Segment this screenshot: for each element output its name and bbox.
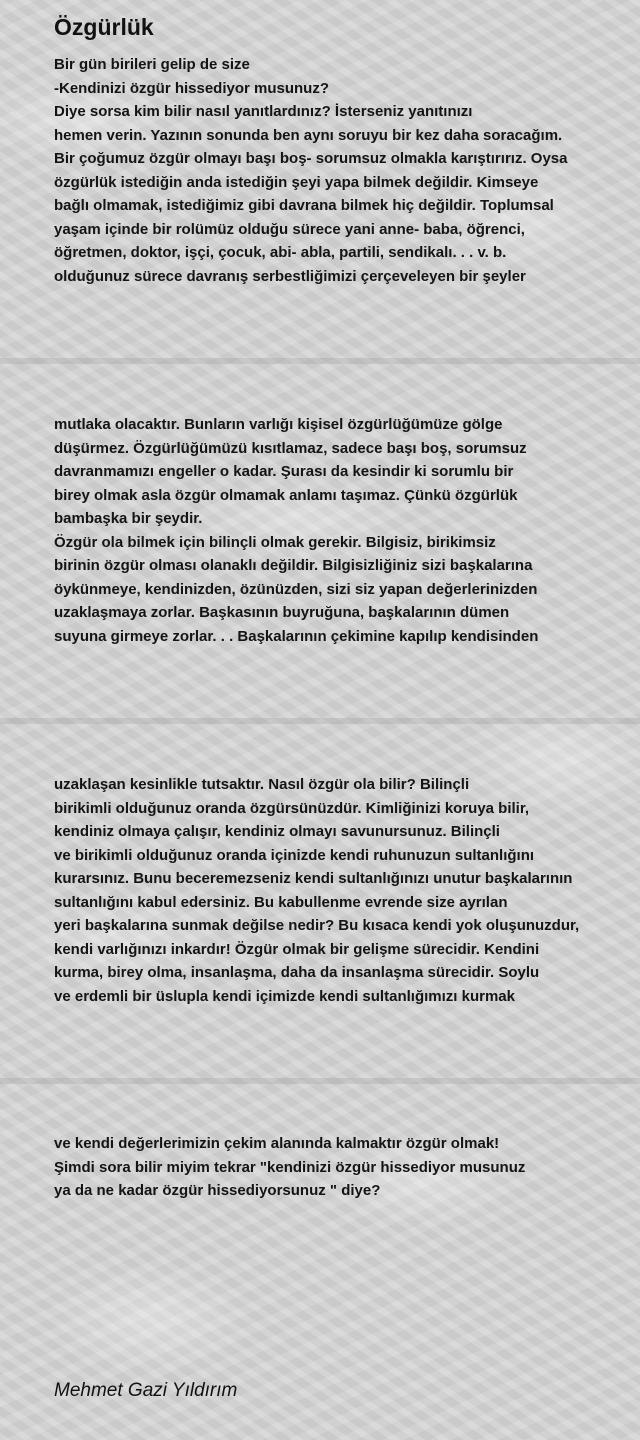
text-line: özgürlük istediğin anda istediğin şeyi yapa bilmek değildir. Kimseye (54, 173, 539, 191)
text-line: bambaşka bir şeydir. (54, 510, 203, 527)
text-line: uzaklaşan kesinlikle tutsaktır. Nasıl özgür ola bilir? Bilinçli (54, 776, 470, 793)
poem-title: Özgürlük (54, 14, 154, 40)
text-line: sultanlığını kabul edersiniz. Bu kabullenme evrende size ayrılan (54, 893, 508, 911)
text-block-4 (54, 1132, 630, 1203)
text-line: bağlı olmamak, istediğimiz gibi davrana bilmek hiç değildir. Toplumsal (54, 197, 554, 214)
text-line: Diye sorsa kim bilir nasıl yanıtlardınız? İsterseniz yanıtınızı (54, 103, 473, 120)
page-divider-2 (0, 718, 640, 724)
text-line: hemen verin. Yazının sonunda ben aynı soruyu bir kez daha soracağım. (54, 126, 563, 144)
text-line: -Kendinizi özgür hissediyor musunuz? (54, 79, 330, 97)
text-line: uzaklaşmaya zorlar. Başkasının buyruğuna, başkalarının dümen (54, 604, 510, 621)
text-line: Bir çoğumuz özgür olmayı başı boş- sorumsuz olmakla karıştırırız. Oysa (54, 150, 568, 167)
author-name: Mehmet Gazi Yıldırım (54, 1380, 238, 1401)
text-line: ve erdemli bir üslupla kendi içimizde kendi sultanlığımızı kurmak (54, 987, 515, 1005)
text-line: Şimdi sora bilir miyim tekrar "kendinizi özgür hissediyor musunuz (54, 1158, 526, 1176)
text-line: öğretmen, doktor, işçi, çocuk, abi- abla, partili, sendikalı. . . v. b. (54, 244, 507, 261)
text-line: kendi varlığınızı inkardır! Özgür olmak bir gelişme sürecidir. Kendini (54, 940, 540, 958)
text-line: birinin özgür olması olanaklı değildir. Bilgisizliğiniz sizi başkalarına (54, 557, 533, 574)
text-block-1 (54, 53, 630, 288)
text-line: yeri başkalarına sunmak değilse nedir? Bu kısaca kendi yok oluşunuzdur, (54, 917, 580, 934)
text-line: ya da ne kadar özgür hissediyorsunuz " diye? (54, 1182, 381, 1199)
text-line: suyuna girmeye zorlar. . . Başkalarının çekimine kapılıp kendisinden (54, 627, 539, 645)
page-divider-3 (0, 1078, 640, 1084)
text-line: davranmamızı engeller o kadar. Şurası da kesindir ki sorumlu bir (54, 463, 514, 480)
text-line: Bir gün birileri gelip de size (54, 56, 250, 73)
text-line: birikimli olduğunuz oranda özgürsünüzdür. Kimliğinizi koruya bilir, (54, 799, 530, 817)
text-line: kurarsınız. Bunu beceremezseniz kendi sultanlığınızı unutur başkalarının (54, 870, 573, 887)
text-line: mutlaka olacaktır. Bunların varlığı kişisel özgürlüğümüze gölge (54, 416, 503, 433)
text-line: birey olmak asla özgür olmamak anlamı taşımaz. Çünkü özgürlük (54, 486, 518, 504)
text-line: yaşam içinde bir rolümüz olduğu sürece yani anne- baba, öğrenci, (54, 220, 525, 238)
text-line: kendiniz olmaya çalışır, kendiniz olmayı savunursunuz. Bilinçli (54, 823, 500, 840)
text-line: ve kendi değerlerimizin çekim alanında kalmaktır özgür olmak! (54, 1135, 500, 1152)
text-block-2 (54, 413, 630, 648)
text-block-3 (54, 773, 630, 1008)
text-line: Özgür ola bilmek için bilinçli olmak gerekir. Bilgisiz, birikimsiz (54, 533, 496, 551)
page-divider-1 (0, 358, 640, 364)
text-line: olduğunuz sürece davranış serbestliğimizi çerçeveleyen bir şeyler (54, 267, 526, 285)
text-line: kurma, birey olma, insanlaşma, daha da insanlaşma sürecidir. Soylu (54, 964, 540, 981)
text-line: düşürmez. Özgürlüğümüzü kısıtlamaz, sadece başı boş, sorumsuz (54, 439, 527, 457)
text-line: ve birikimli olduğunuz oranda içinizde kendi ruhunuzun sultanlığını (54, 846, 535, 864)
text-line: öykünmeye, kendinizden, özünüzden, sizi siz yapan değerlerinizden (54, 580, 538, 598)
